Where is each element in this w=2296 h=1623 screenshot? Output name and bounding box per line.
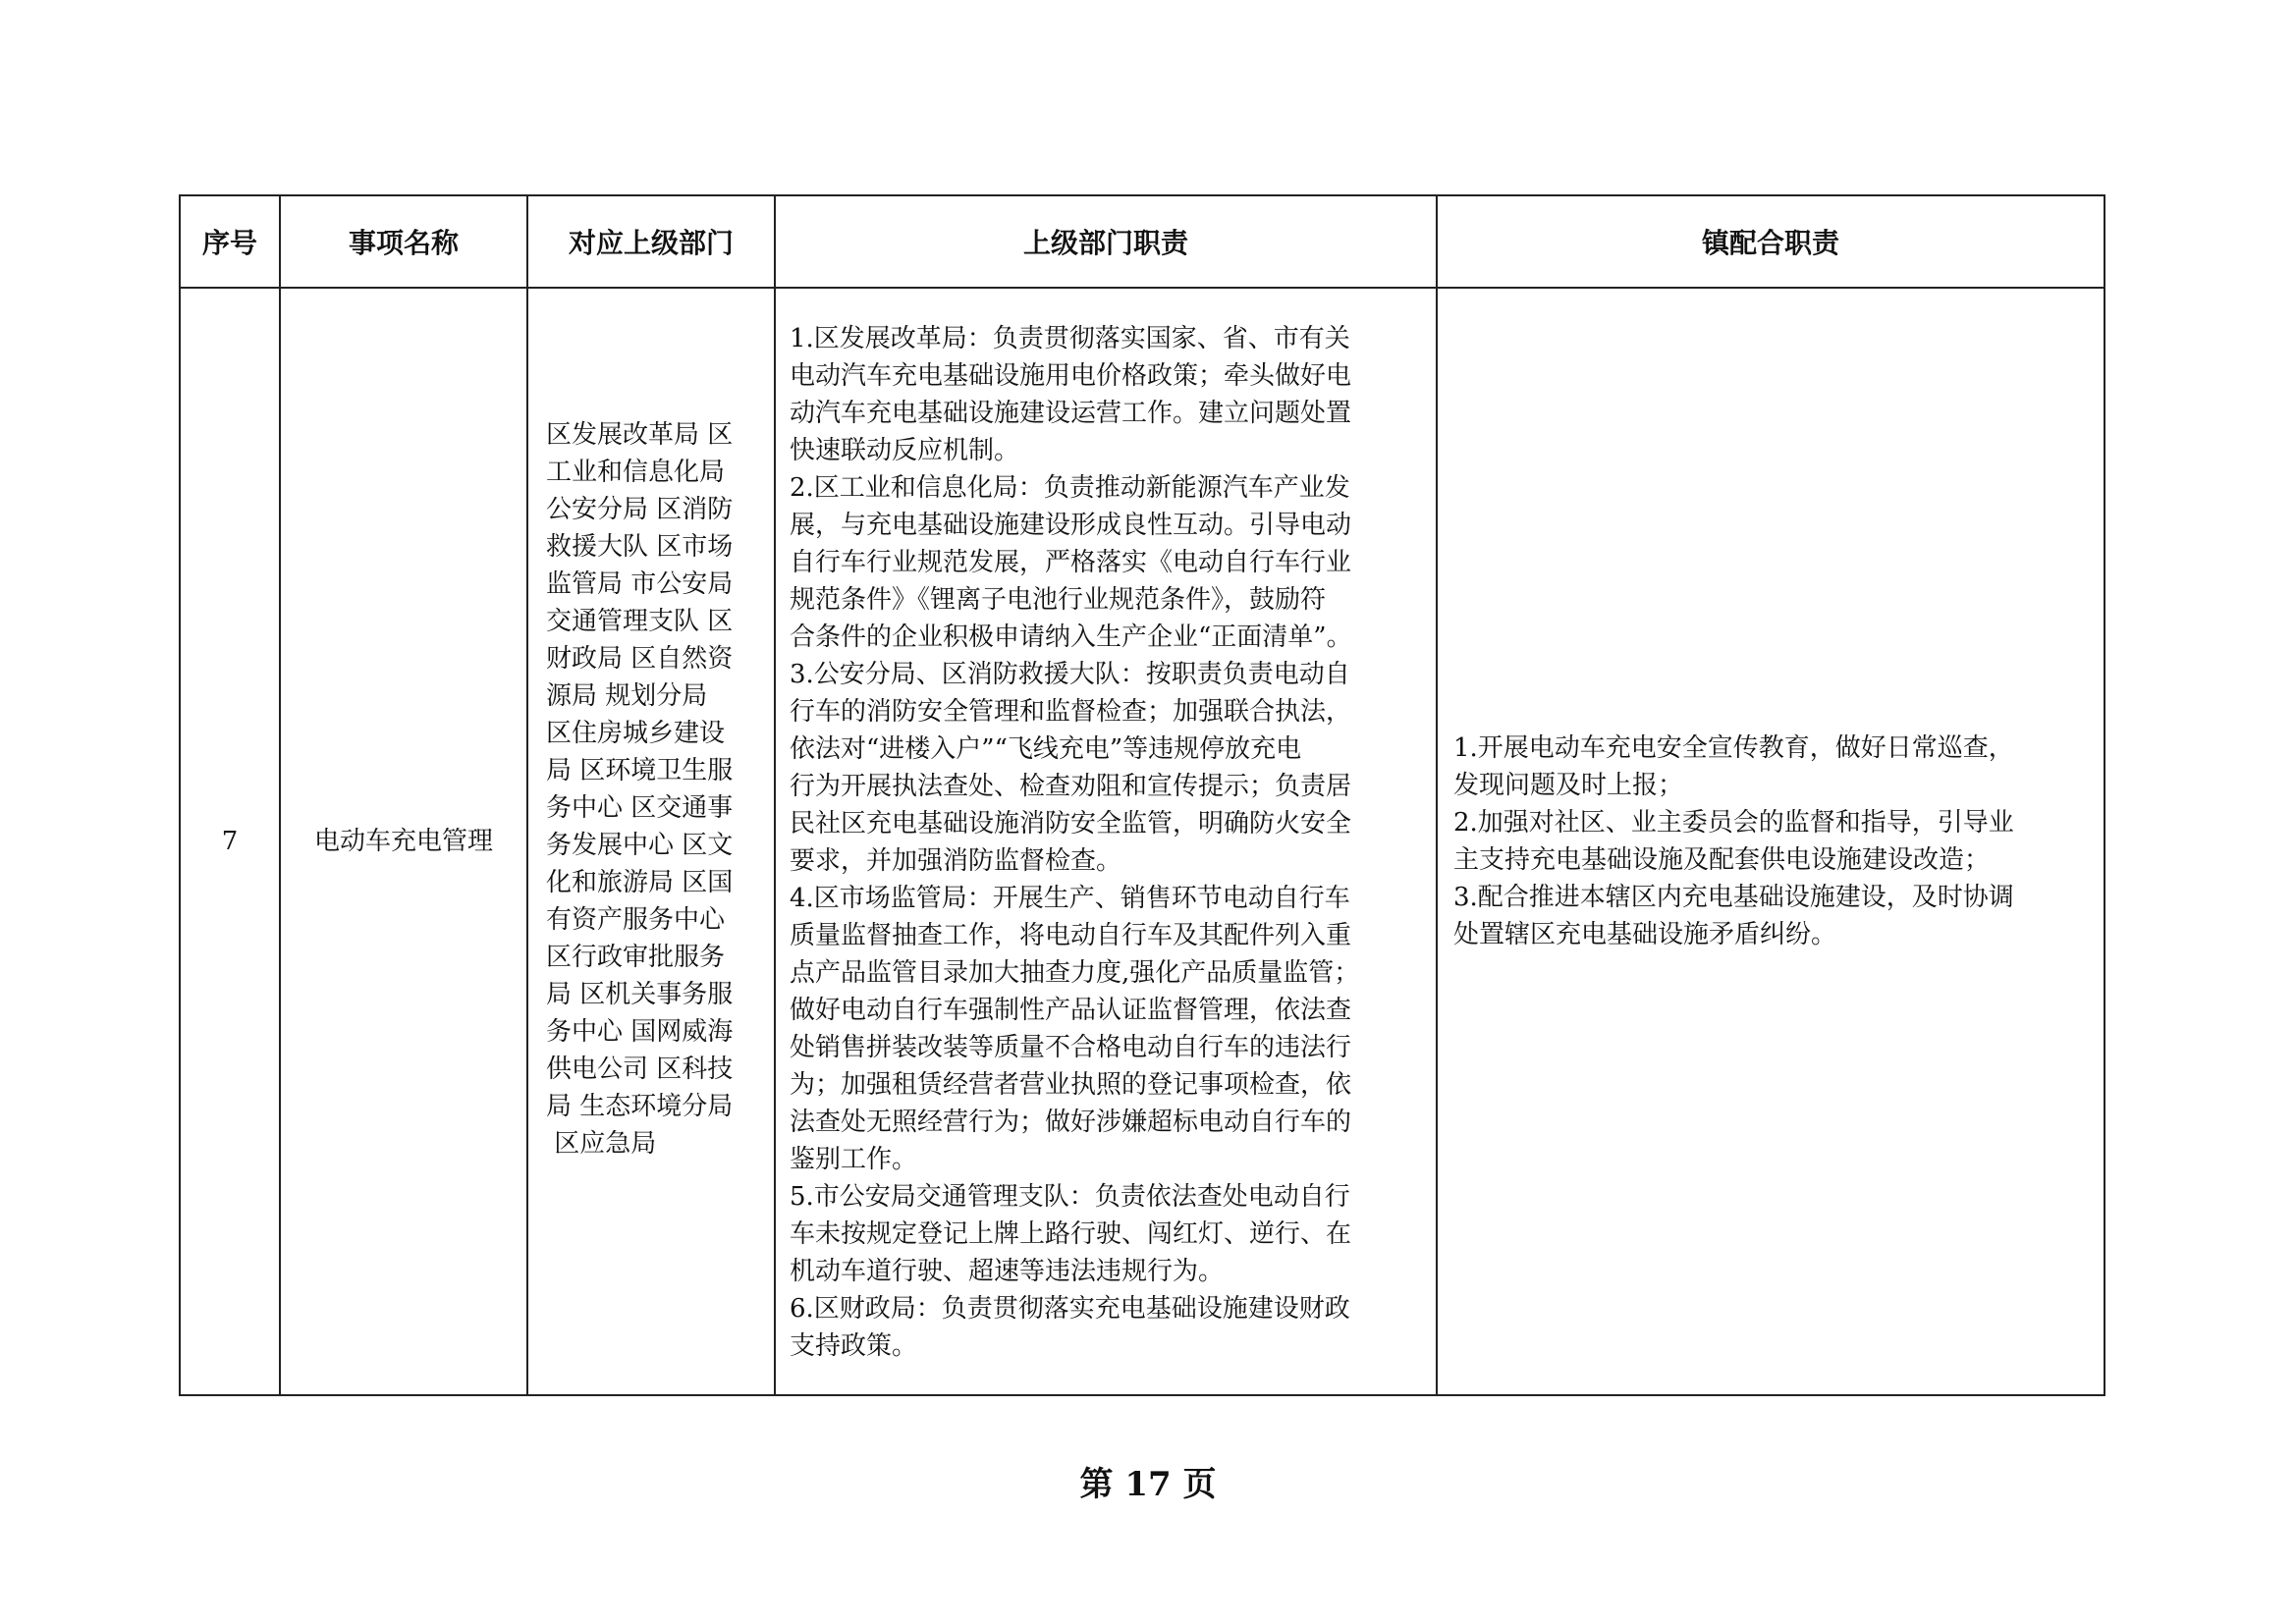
upper-duty-line: 动汽车充电基础设施建设运营工作。建立问题处置 bbox=[790, 399, 1352, 428]
upper-duty-line: 要求，并加强消防监督检查。 bbox=[790, 846, 1122, 876]
row-town-duties bbox=[1437, 288, 2105, 1395]
upper-duty-line: 车未按规定登记上牌上路行驶、闯红灯、逆行、在 bbox=[790, 1219, 1352, 1249]
department-line: 化和旅游局 区国 bbox=[546, 868, 734, 897]
upper-duty-line: 依法对“进楼入户”“飞线充电”等违规停放充电 bbox=[790, 734, 1302, 764]
upper-duty-line: 做好电动自行车强制性产品认证监督管理，依法查 bbox=[790, 996, 1352, 1025]
upper-duty-line: 自行车行业规范发展，严格落实《电动自行车行业 bbox=[790, 548, 1352, 577]
upper-duty-line: 快速联动反应机制。 bbox=[790, 436, 1020, 465]
department-line: 局 生态环境分局 bbox=[546, 1092, 734, 1121]
department-line: 财政局 区自然资 bbox=[546, 644, 734, 674]
upper-duty-line: 处销售拼装改装等质量不合格电动自行车的违法行 bbox=[790, 1033, 1352, 1062]
upper-duty-line: 机动车道行驶、超速等违法违规行为。 bbox=[790, 1257, 1225, 1286]
department-line: 局 区环境卫生服 bbox=[546, 756, 734, 785]
upper-duty-line: 5.市公安局交通管理支队：负责依法查处电动自行 bbox=[790, 1182, 1350, 1212]
upper-duty-line: 1.区发展改革局：负责贯彻落实国家、省、市有关 bbox=[790, 324, 1350, 353]
upper-duty-line: 行车的消防安全管理和监督检查；加强联合执法， bbox=[790, 697, 1352, 727]
upper-duty-line: 6.区财政局：负责贯彻落实充电基础设施建设财政 bbox=[790, 1294, 1350, 1324]
header-town-duties: 镇配合职责 bbox=[1437, 195, 2105, 288]
department-line: 监管局 市公安局 bbox=[546, 569, 734, 599]
upper-duty-line: 展，与充电基础设施建设形成良性互动。引导电动 bbox=[790, 511, 1352, 540]
responsibility-table bbox=[179, 194, 2105, 1396]
department-line: 供电公司 区科技 bbox=[546, 1055, 734, 1084]
department-line: 源局 规划分局 bbox=[546, 681, 708, 711]
upper-duty-line: 点产品监管目录加大抽查力度,强化产品质量监管； bbox=[790, 958, 1360, 988]
department-line: 区应急局 bbox=[546, 1129, 657, 1159]
department-line: 公安分局 区消防 bbox=[546, 495, 734, 524]
town-duty-line: 2.加强对社区、业主委员会的监督和指导，引导业 bbox=[1453, 808, 2014, 838]
town-duty-line: 3.配合推进本辖区内充电基础设施建设，及时协调 bbox=[1453, 883, 2014, 912]
header-item-name: 事项名称 bbox=[280, 195, 527, 288]
header-serial-number: 序号 bbox=[180, 195, 280, 288]
row-upper-duties bbox=[775, 288, 1437, 1395]
table-row bbox=[180, 288, 2105, 1395]
page-number: 第 17 页 bbox=[1079, 1465, 1217, 1504]
header-upper-department: 对应上级部门 bbox=[527, 195, 775, 288]
department-line: 区发展改革局 区 bbox=[546, 420, 734, 450]
department-line: 区住房城乡建设 bbox=[546, 719, 726, 748]
upper-duty-line: 合条件的企业积极申请纳入生产企业“正面清单”。 bbox=[790, 622, 1352, 652]
department-line: 务中心 区交通事 bbox=[546, 793, 734, 823]
town-duty-line: 发现问题及时上报； bbox=[1453, 771, 1684, 800]
department-line: 交通管理支队 区 bbox=[546, 607, 734, 636]
upper-duty-line: 4.区市场监管局：开展生产、销售环节电动自行车 bbox=[790, 884, 1350, 913]
upper-duty-line: 为；加强租赁经营者营业执照的登记事项检查，依 bbox=[790, 1070, 1352, 1100]
department-line: 工业和信息化局 bbox=[546, 458, 726, 487]
upper-duty-line: 2.区工业和信息化局：负责推动新能源汽车产业发 bbox=[790, 473, 1350, 503]
town-duty-line: 1.开展电动车充电安全宣传教育，做好日常巡查， bbox=[1453, 733, 2014, 763]
departments-list bbox=[546, 289, 756, 1163]
department-line: 救援大队 区市场 bbox=[546, 532, 734, 562]
upper-duty-line: 电动汽车充电基础设施用电价格政策；牵头做好电 bbox=[790, 361, 1352, 391]
row-serial-number: 7 bbox=[180, 288, 280, 1395]
upper-duty-line: 规范条件》《锂离子电池行业规范条件》，鼓励符 bbox=[790, 585, 1327, 615]
department-line: 务中心 国网威海 bbox=[546, 1017, 734, 1047]
department-line: 区行政审批服务 bbox=[546, 943, 726, 972]
row-item-name: 电动车充电管理 bbox=[280, 288, 527, 1395]
upper-duty-line: 3.公安分局、区消防救援大队：按职责负责电动自 bbox=[790, 660, 1350, 689]
upper-duty-line: 鉴别工作。 bbox=[790, 1145, 918, 1174]
upper-duty-line: 行为开展执法查处、检查劝阻和宣传提示；负责居 bbox=[790, 772, 1352, 801]
upper-duty-line: 质量监督抽查工作，将电动自行车及其配件列入重 bbox=[790, 921, 1352, 950]
upper-duties-text bbox=[790, 312, 1422, 1371]
town-duty-line: 主支持充电基础设施及配套供电设施建设改造； bbox=[1453, 845, 1991, 875]
department-line: 有资产服务中心 bbox=[546, 905, 726, 935]
header-upper-duties: 上级部门职责 bbox=[775, 195, 1437, 288]
row-departments bbox=[527, 288, 775, 1395]
upper-duty-line: 法查处无照经营行为；做好涉嫌超标电动自行车的 bbox=[790, 1108, 1352, 1137]
department-line: 局 区机关事务服 bbox=[546, 980, 734, 1009]
town-duties-text bbox=[1453, 730, 2088, 953]
table-header-row bbox=[180, 195, 2105, 288]
department-line: 务发展中心 区文 bbox=[546, 831, 734, 860]
upper-duty-line: 支持政策。 bbox=[790, 1331, 918, 1361]
town-duty-line: 处置辖区充电基础设施矛盾纠纷。 bbox=[1453, 920, 1837, 949]
upper-duty-line: 民社区充电基础设施消防安全监管，明确防火安全 bbox=[790, 809, 1352, 839]
